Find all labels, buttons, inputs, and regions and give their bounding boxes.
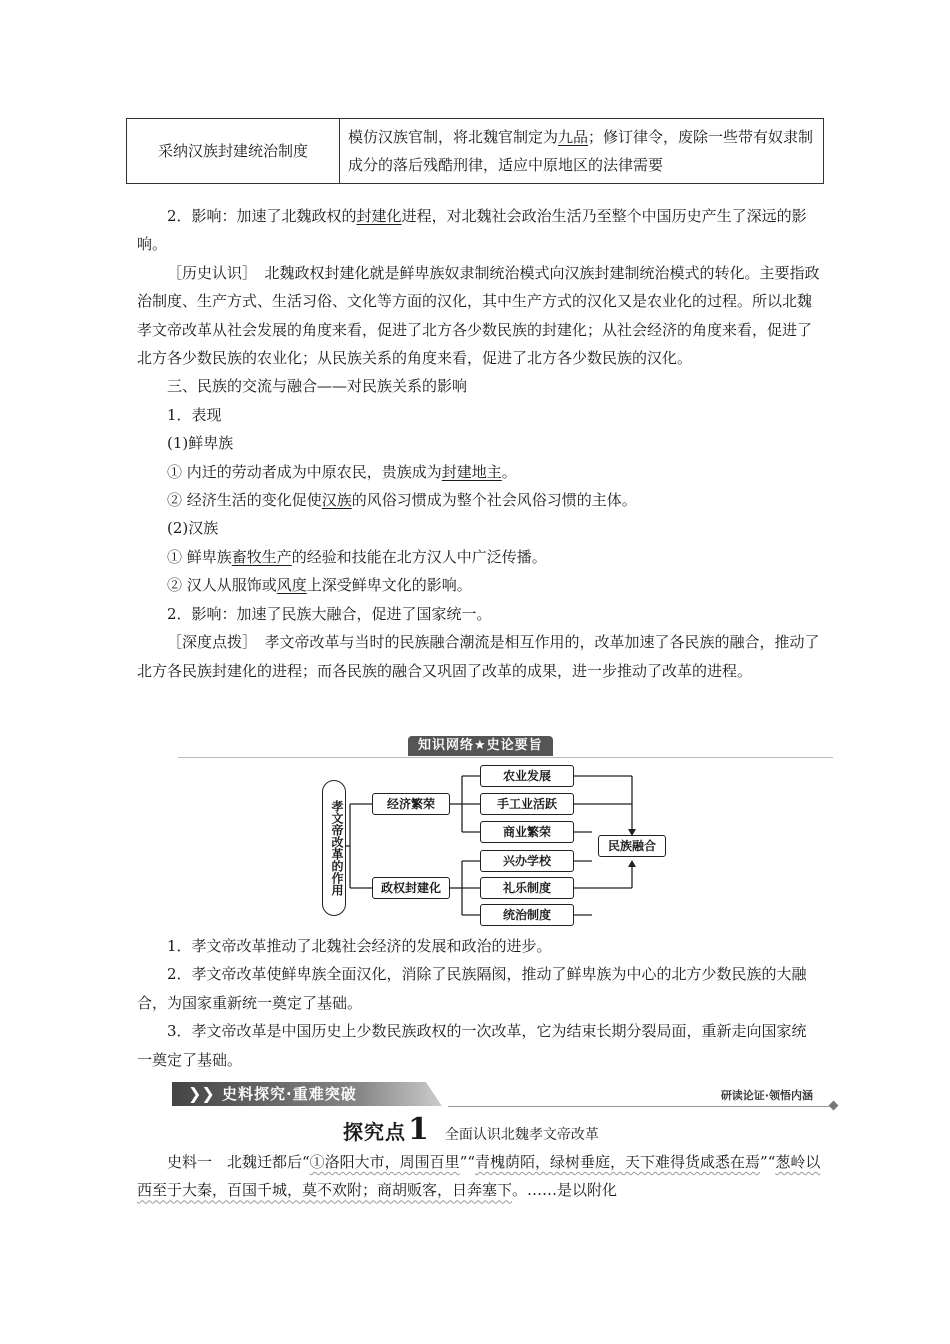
mind-map-leaf: 手工业活跃 xyxy=(480,793,574,815)
subheading-xianbei: (1)鲜卑族 xyxy=(167,434,234,453)
paragraph-deep-insight: ［深度点拨］ 孝文帝改革与当时的民族融合潮流是相互作用的，改革加速了各民族的融合，推动了北方各民族封建化的进程；而各民族的融合又巩固了改革的成果，进一步推动了改革的进程。 xyxy=(137,633,820,680)
list-item: ② 经济生活的变化促使汉族的风俗习惯成为整个社会风俗习惯的主体。 xyxy=(167,491,637,510)
heading-label: 探究点 xyxy=(343,1120,406,1144)
mind-map-leaf: 商业繁荣 xyxy=(480,821,574,843)
heading-subtitle: 全面认识北魏孝文帝改革 xyxy=(444,1127,599,1143)
diamond-icon xyxy=(829,1101,839,1111)
mind-map-leaf: 统治制度 xyxy=(480,904,574,926)
paragraph-history-insight: ［历史认识］ 北魏政权封建化就是鲜卑族奴隶制统治模式向汉族封建制统治模式的转化。主要指政治制度、生产方式、生活习俗、文化等方面的汉化，其中生产方式的汉化又是农业化的过程。所以北魏孝文帝改革从社会发展的角度来看，促进了北方各少数民族的封建化；从社会经济的角度来看，促进了北方各少数民族的农业化；从民族关系的角度来看，促进了北方各少数民族的汉化。 xyxy=(137,263,820,368)
table-cell-measure: 采纳汉族封建统治制度 xyxy=(127,119,340,184)
table-cell-content: 模仿汉族官制，将北魏官制定为九品；修订律令，废除一些带有奴隶制成分的落后残酷刑律，适应中原地区的法律需要 xyxy=(340,119,824,184)
mind-map-leaf: 兴办学校 xyxy=(480,850,574,872)
list-item: ① 内迁的劳动者成为中原农民，贵族成为封建地主。 xyxy=(167,462,517,481)
mind-map-result: 民族融合 xyxy=(598,835,666,857)
subheading-han: (2)汉族 xyxy=(167,519,219,538)
inquiry-point-heading xyxy=(343,1112,599,1148)
mind-map-branch-economy: 经济繁荣 xyxy=(372,793,450,815)
summary-text-block xyxy=(137,932,821,1074)
list-item: ② 汉人从服饰或风度上深受鲜卑文化的影响。 xyxy=(167,576,472,595)
mind-map-leaf: 农业发展 xyxy=(480,765,574,787)
summary-item: 1．孝文帝改革推动了北魏社会经济的发展和政治的进步。 xyxy=(167,937,552,955)
section-header-bar xyxy=(172,1080,837,1108)
paragraph-influence-two: 2．影响：加速了民族大融合，促进了国家统一。 xyxy=(167,604,492,623)
material-text-block xyxy=(137,1148,821,1205)
banner-label: 知识网络★史论要旨 xyxy=(408,736,553,756)
section-title: 史料探究·重难突破 xyxy=(222,1085,357,1103)
mind-map-root: 孝文帝改革的作用 xyxy=(322,780,346,916)
double-chevron-icon: ❯❯ xyxy=(188,1084,215,1103)
main-text-block xyxy=(137,202,821,685)
divider xyxy=(448,1106,831,1107)
summary-item: 3．孝文帝改革是中国历史上少数民族政权的一次改革，它为结束长期分裂局面，重新走向国家统一奠定了基础。 xyxy=(137,1022,807,1069)
table-row xyxy=(127,119,824,184)
mind-map-leaf: 礼乐制度 xyxy=(480,877,574,899)
subheading-performance: 1．表现 xyxy=(167,405,222,424)
heading-number: 1 xyxy=(408,1112,429,1147)
summary-item: 2．孝文帝改革使鲜卑族全面汉化，消除了民族隔阂，推动了鲜卑族为中心的北方少数民族的大融合，为国家重新统一奠定了基础。 xyxy=(137,965,807,1012)
section-subtitle: 研读论证·领悟内涵 xyxy=(720,1089,813,1102)
mind-map-branch-politics: 政权封建化 xyxy=(372,877,450,899)
section-heading-three: 三、民族的交流与融合——对民族关系的影响 xyxy=(167,377,468,396)
knowledge-network-banner xyxy=(178,734,833,758)
reform-table xyxy=(126,118,824,184)
underlined-term: 九品 xyxy=(558,128,589,146)
list-item: ① 鲜卑族畜牧生产的经验和技能在北方汉人中广泛传播。 xyxy=(167,547,547,566)
historical-material-one: 史料一 北魏迁都后“①洛阳大市，周围百里”“青槐荫陌，绿树垂庭，天下难得货咸悉在焉”“葱岭以西至于大秦，百国千城，莫不欢附；商胡贩客，日奔塞下。……是以附化 xyxy=(137,1153,821,1200)
divider xyxy=(178,757,833,758)
paragraph-influence: 2．影响：加速了北魏政权的封建化进程，对北魏社会政治生活乃至整个中国历史产生了深远的影响。 xyxy=(137,207,807,254)
mind-map-diagram xyxy=(322,764,666,926)
